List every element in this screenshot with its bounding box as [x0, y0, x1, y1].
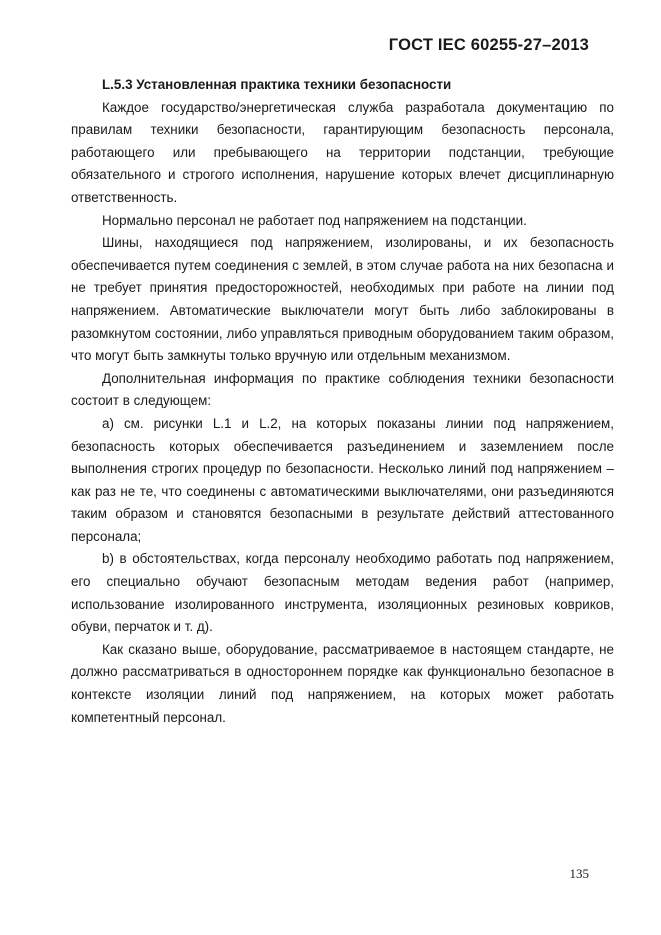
list-item-a: a) см. рисунки L.1 и L.2, на которых показаны линии под напряжением, безопасность которых обеспечивается разъединением и заземлением после выполнения строгих процедур по безопасности. Несколько линий под напряжением – как раз не те, что соединены с автоматическими выключателями, они разъединяются таким образом и становятся безопасными в результате действий аттестованного персонала;: [71, 415, 614, 544]
page-number: 135: [569, 866, 589, 881]
document-header: ГОСТ IEC 60255-27–2013: [388, 36, 589, 54]
list-item-b: b) в обстоятельствах, когда персоналу необходимо работать под напряжением, его специально обучают безопасным методам ведения работ (например, использование изолированного инструмента, изоляционных резиновых ковриков, обуви, перчаток и т. д).: [71, 551, 614, 635]
paragraph: Шины, находящиеся под напряжением, изолированы, и их безопасность обеспечивается путем соединения с землей, в этом случае работа на них безопасна и не требует принятия предосторожностей, необходимых при работе на линии под напряжением. Автоматические выключатели могут быть либо заблокированы в разомкнутом состоянии, либо управляться приводным оборудованием таким образом, что могут быть замкнуты только вручную или отдельным механизмом.: [71, 235, 614, 364]
paragraph: Каждое государство/энергетическая служба разработала документацию по правилам техники безопасности, гарантирующим безопасность персонала, работающего или пребывающего на территории подстанции, требующие обязательного и строгого исполнения, нарушение которых влечет дисциплинарную ответственность.: [71, 99, 614, 205]
document-body: [71, 74, 614, 729]
paragraph: Нормально персонал не работает под напряжением на подстанции.: [102, 212, 527, 228]
paragraph: Как сказано выше, оборудование, рассматриваемое в настоящем стандарте, не должно рассматриваться в одностороннем порядке как функционально безопасное в контексте изоляции линий под напряжением, на которых может работать компетентный персонал.: [71, 641, 614, 725]
section-title: L.5.3 Установленная практика техники безопасности: [102, 77, 452, 92]
paragraph: Дополнительная информация по практике соблюдения техники безопасности состоит в следующем:: [71, 370, 614, 409]
